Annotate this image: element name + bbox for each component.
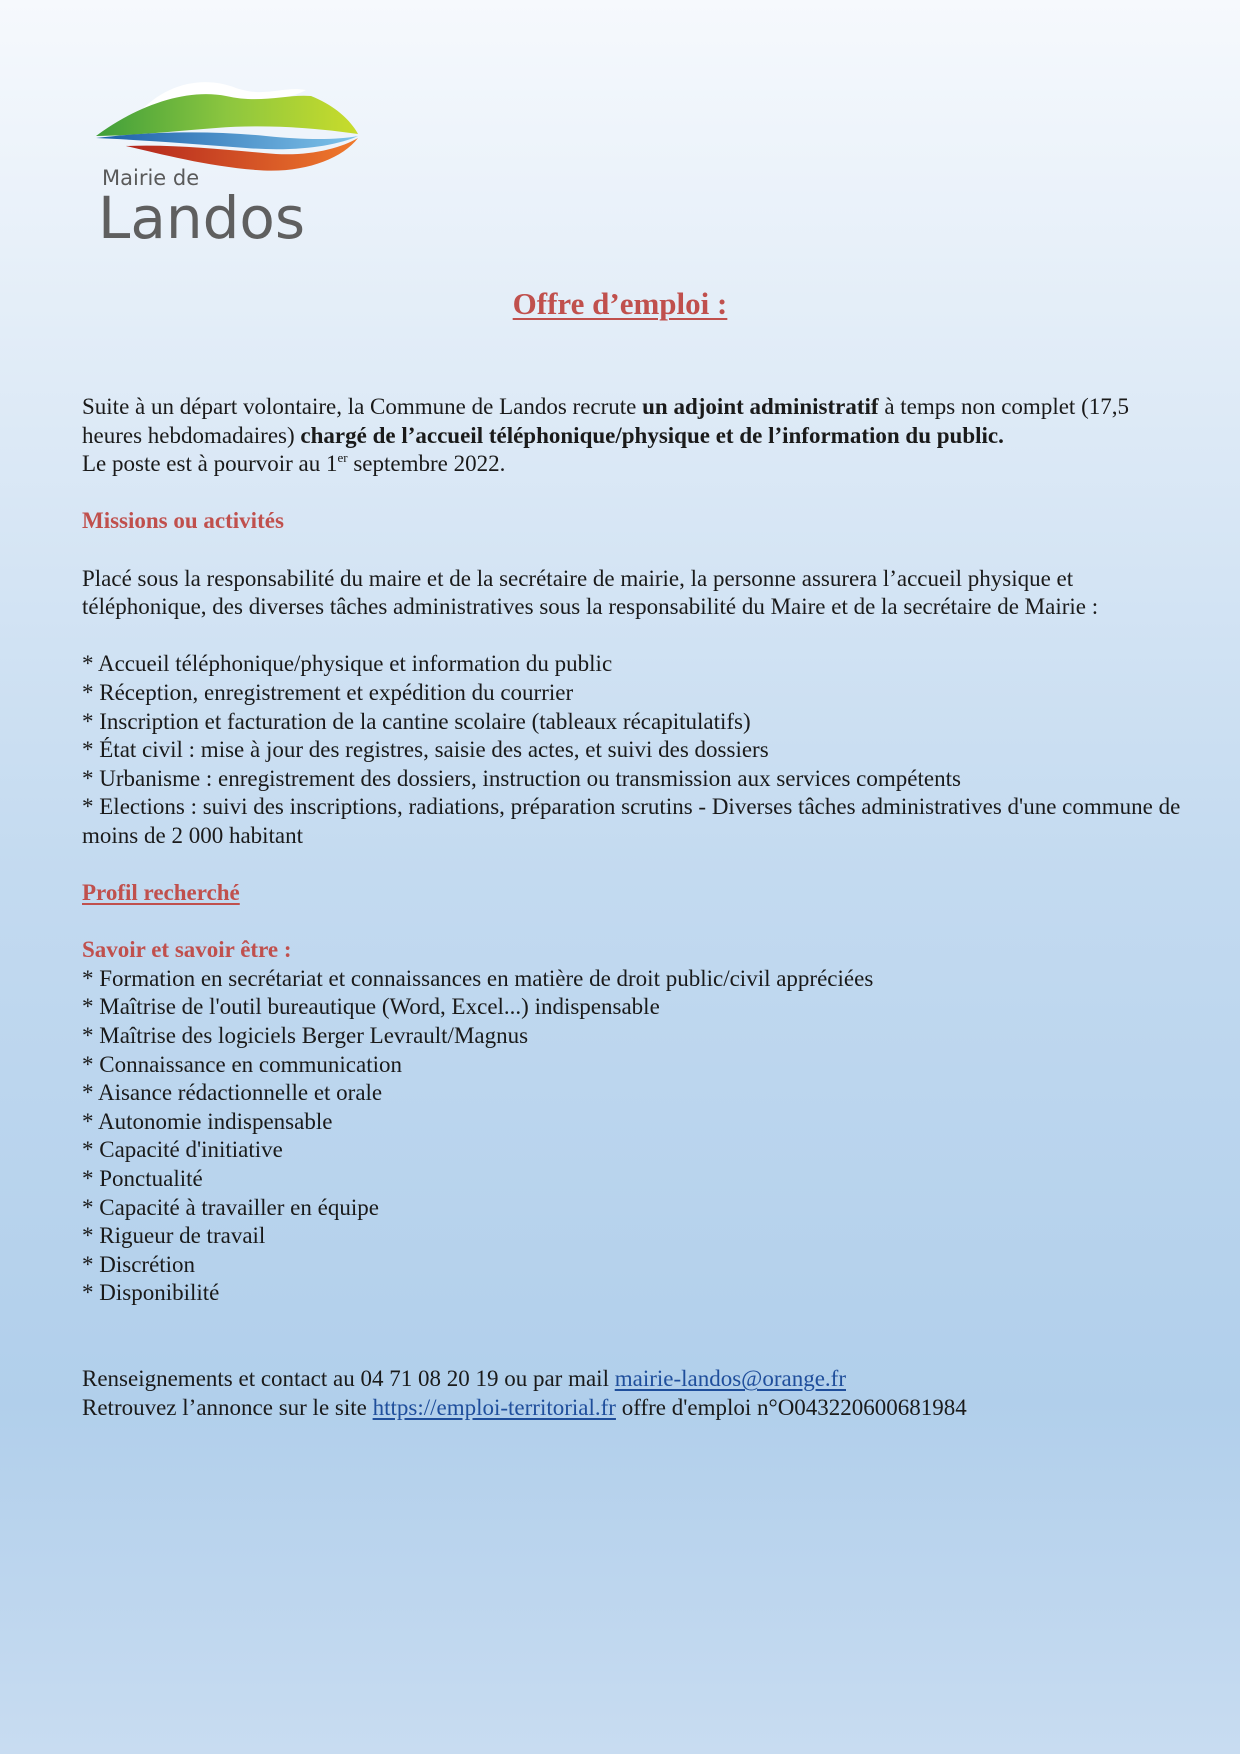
website-link[interactable]: https://emploi-territorial.fr <box>372 1394 616 1420</box>
list-item: * Rigueur de travail <box>82 1223 266 1249</box>
offer-number-text: offre d'emploi n°O043220600681984 <box>615 1394 967 1420</box>
list-item: * Connaissance en communication <box>82 1051 403 1077</box>
list-item: * Ponctualité <box>82 1166 203 1192</box>
list-item: * Réception, enregistrement et expédition du courrier <box>82 679 574 705</box>
landscape-wave-icon <box>96 76 376 176</box>
list-item: * Aisance rédactionnelle et orale <box>82 1080 383 1106</box>
list-item: * Maîtrise des logiciels Berger Levrault/Magnus <box>82 1023 529 1049</box>
missions-heading: Missions ou activités <box>82 508 284 534</box>
profile-list <box>82 965 1182 1308</box>
intro-paragraph <box>82 393 1182 450</box>
missions-list <box>82 650 1182 850</box>
list-item: * Urbanisme : enregistrement des dossiers, instruction ou transmission aux services compétents <box>82 765 961 791</box>
list-item: * État civil : mise à jour des registres, saisie des actes, et suivi des dossiers <box>82 737 769 763</box>
start-date-suffix: septembre 2022. <box>347 451 506 477</box>
list-item: * Discrétion <box>82 1251 196 1277</box>
page-title-text: Offre d’emploi : <box>512 286 728 321</box>
start-date-superscript: er <box>337 450 348 466</box>
list-item: * Formation en secrétariat et connaissances en matière de droit public/civil appréciées <box>82 965 874 991</box>
start-date-line <box>82 450 1182 479</box>
list-item: * Capacité à travailler en équipe <box>82 1194 379 1220</box>
intro-bold-role: chargé de l’accueil téléphonique/physique et de l’information du public. <box>300 422 1004 448</box>
logo-line-big: Landos <box>98 184 306 252</box>
profile-subheading: Savoir et savoir être : <box>82 937 292 963</box>
logo-line-small: Mairie de <box>102 166 200 190</box>
list-item: * Disponibilité <box>82 1280 220 1306</box>
announcement-text: Retrouvez l’annonce sur le site <box>82 1394 373 1420</box>
job-offer-body <box>82 393 1182 1422</box>
list-item: * Inscription et facturation de la cantine scolaire (tableaux récapitulatifs) <box>82 708 751 734</box>
list-item: * Accueil téléphonique/physique et information du public <box>82 651 613 677</box>
start-date-prefix: Le poste est à pourvoir au 1 <box>82 451 338 477</box>
contact-line <box>82 1365 1182 1394</box>
list-item: * Capacité d'initiative <box>82 1137 283 1163</box>
email-link[interactable]: mairie-landos@orange.fr <box>614 1366 846 1392</box>
mairie-landos-logo <box>96 76 376 256</box>
list-item: * Autonomie indispensable <box>82 1108 333 1134</box>
list-item: * Elections : suivi des inscriptions, radiations, préparation scrutins - Diverses tâches administratives d'une commune de moins de 2 000 habitant <box>82 794 1181 848</box>
contact-text: Renseignements et contact au 04 71 08 20 19 ou par mail <box>82 1366 615 1392</box>
intro-bold-position: un adjoint administratif <box>642 394 879 419</box>
list-item: * Maîtrise de l'outil bureautique (Word, Excel...) indispensable <box>82 994 660 1020</box>
intro-text-1: Suite à un départ volontaire, la Commune de Landos recrute <box>82 394 643 419</box>
intro-text-2: à temps non complet (17,5 heures hebdomadaires) <box>82 394 1129 448</box>
profile-heading: Profil recherché <box>82 880 240 906</box>
announcement-line <box>82 1394 1182 1423</box>
page-title <box>0 288 1240 319</box>
missions-description: Placé sous la responsabilité du maire et de la secrétaire de mairie, la personne assurera l’accueil physique et téléphonique, des diverses tâches administratives sous la responsabilité du Maire et de la secrétaire de Mairie : <box>82 565 1099 620</box>
